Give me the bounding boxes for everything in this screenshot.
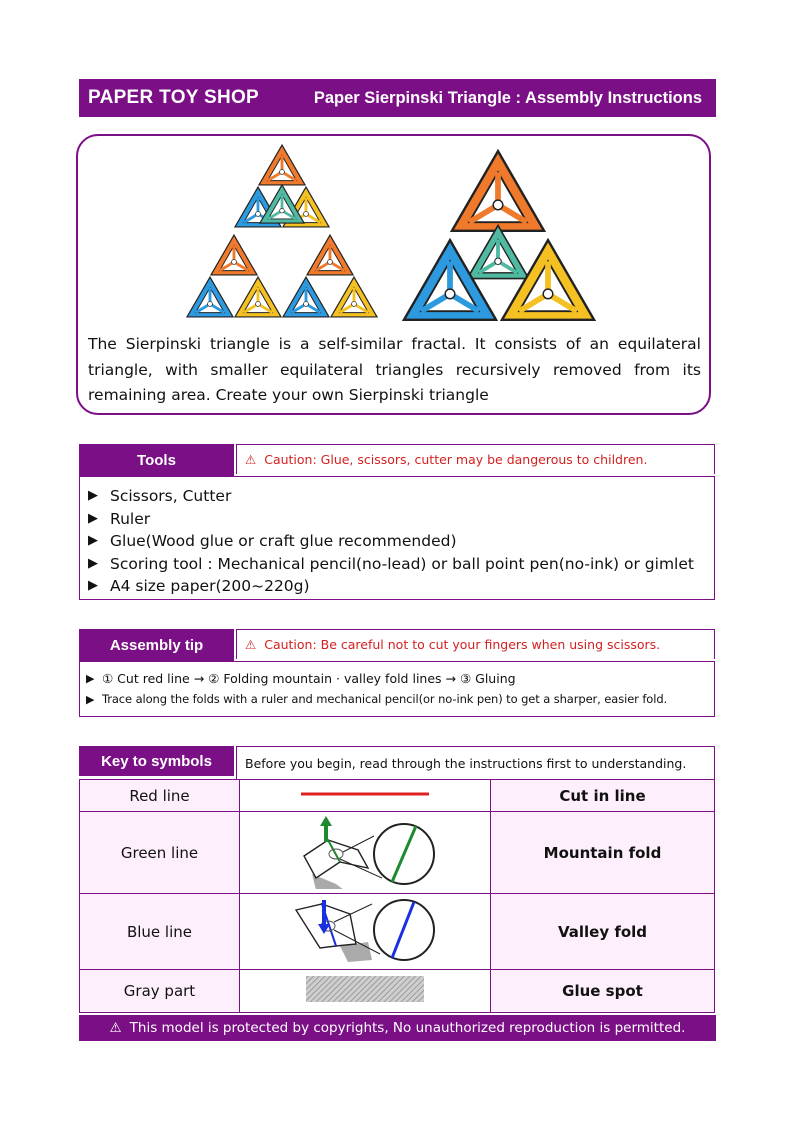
list-item bbox=[88, 485, 714, 508]
assembly-tip-tab-label: Assembly tip bbox=[109, 636, 204, 654]
tool-item-text: Ruler bbox=[110, 509, 151, 528]
assembly-tip-box bbox=[79, 661, 715, 717]
assembly-tip-caution-text: Caution: Be careful not to cut your fingers when using scissors. bbox=[264, 637, 661, 652]
assembly-tip-tab bbox=[79, 629, 234, 661]
tools-tab-label: Tools bbox=[137, 451, 176, 469]
tools-caution bbox=[236, 444, 715, 474]
copyright-notice: This model is protected by copyrights, No unauthorized reproduction is permitted. bbox=[129, 1020, 686, 1036]
symbol-label: Gray part bbox=[80, 970, 240, 1013]
brand-name: PAPER TOY SHOP bbox=[88, 87, 260, 108]
symbol-meaning: Valley fold bbox=[491, 894, 715, 970]
header-bar bbox=[79, 79, 716, 117]
bullet-icon: ▶ bbox=[88, 488, 98, 503]
tools-caution-text: Caution: Glue, scissors, cutter may be dangerous to children. bbox=[264, 452, 648, 467]
sierpinski-assembled-model bbox=[404, 151, 594, 320]
bullet-icon: ▶ bbox=[88, 510, 98, 526]
red-line-icon bbox=[240, 780, 491, 812]
valley-fold-icon bbox=[240, 894, 491, 970]
bullet-icon: ▶ bbox=[88, 578, 98, 593]
document-title: Paper Sierpinski Triangle : Assembly Instructions bbox=[313, 88, 702, 107]
key-intro-text: Before you begin, read through the instructions first to understanding. bbox=[245, 755, 687, 771]
tools-tab bbox=[79, 444, 234, 476]
list-item bbox=[88, 530, 714, 553]
symbols-table bbox=[79, 779, 715, 1013]
tools-list bbox=[80, 477, 714, 598]
bullet-icon: ▶ bbox=[86, 693, 95, 706]
key-to-symbols-intro bbox=[236, 746, 715, 779]
tip-item-text: ① Cut red line → ② Folding mountain · valley fold lines → ③ Gluing bbox=[102, 671, 516, 686]
warning-icon: ⚠ bbox=[109, 1020, 122, 1036]
sierpinski-illustration bbox=[78, 136, 709, 336]
bullet-icon: ▶ bbox=[88, 555, 98, 571]
tip-item-text: Trace along the folds with a ruler and mechanical pencil(or no-ink pen) to get a sharper, easier fold. bbox=[102, 692, 668, 706]
warning-icon: ⚠ bbox=[245, 637, 257, 652]
tool-item-text: Scoring tool : Mechanical pencil(no-lead) or ball point pen(no-ink) or gimlet bbox=[110, 554, 694, 573]
symbol-meaning: Glue spot bbox=[491, 970, 715, 1013]
intro-description: The Sierpinski triangle is a self-similar fractal. It consists of an equilateral triangle, with smaller equilateral triangles recursively removed from its remaining area. Create your own Sierpinski triangle bbox=[88, 335, 701, 404]
table-row bbox=[80, 894, 715, 970]
list-item bbox=[88, 508, 714, 531]
assembly-tip-list bbox=[80, 662, 714, 710]
key-to-symbols-tab-label: Key to symbols bbox=[101, 752, 212, 770]
tool-item-text: A4 size paper(200~220g) bbox=[110, 577, 310, 595]
table-row bbox=[80, 970, 715, 1013]
tool-item-text: Scissors, Cutter bbox=[110, 487, 232, 505]
symbol-label: Red line bbox=[80, 780, 240, 812]
bullet-icon: ▶ bbox=[86, 672, 95, 685]
symbol-meaning: Cut in line bbox=[491, 780, 715, 812]
intro-box bbox=[76, 134, 711, 415]
mountain-fold-icon bbox=[240, 812, 491, 894]
symbol-meaning: Mountain fold bbox=[491, 812, 715, 894]
glue-spot-icon bbox=[240, 970, 491, 1013]
bullet-icon: ▶ bbox=[88, 533, 98, 548]
key-to-symbols-tab bbox=[79, 746, 234, 776]
table-row bbox=[80, 780, 715, 812]
symbol-label: Blue line bbox=[80, 894, 240, 970]
list-item bbox=[88, 553, 714, 576]
assembly-tip-caution bbox=[236, 629, 715, 659]
list-item bbox=[86, 689, 714, 710]
copyright-footer bbox=[79, 1015, 716, 1041]
list-item bbox=[88, 575, 714, 598]
tool-item-text: Glue(Wood glue or craft glue recommended) bbox=[110, 532, 457, 550]
table-row bbox=[80, 812, 715, 894]
list-item bbox=[86, 668, 714, 689]
warning-icon: ⚠ bbox=[245, 452, 257, 467]
tools-box bbox=[79, 476, 715, 600]
symbol-label: Green line bbox=[80, 812, 240, 894]
sierpinski-flat-model bbox=[187, 145, 377, 317]
